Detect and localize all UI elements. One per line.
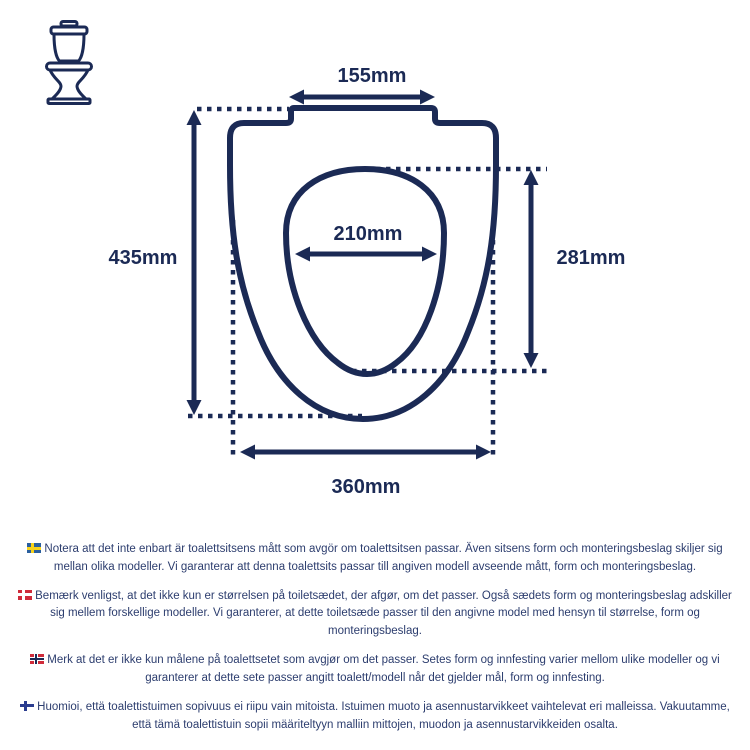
opening-height-label: 281mm [556,247,626,269]
note-danish-text: Bemærk venligst, at det ikke kun er størrelsen på toiletsædet, der afgør, om det passer. Også sædets form og monteringsbeslag adskiller sig mellem forskellige modeller. Vi garanterer, at dette toiletsæde passer til den angivne model med hensyn til størrelse, form og monteringsbeslag. [35,589,732,638]
denmark-flag-icon [18,590,32,600]
seat-opening-outline [286,169,444,374]
finland-flag-icon [20,701,34,711]
note-norwegian-text: Merk at det er ikke kun målene på toalettsetet som avgjør om det passer. Setes form og innfesting varier mellom ulike modeller og vi garanterer at dette sete passer angitt toalett/modell når det gjelder mål, form og innfesting. [47,654,720,684]
norway-flag-icon [30,654,44,664]
hinge-width-arrow [289,90,435,105]
inner-width-arrow [295,247,437,262]
fitment-notes [14,541,736,745]
note-swedish [14,541,736,577]
hinge-width-label: 155mm [337,65,407,87]
opening-height-arrow [524,170,539,368]
note-finnish-text: Huomioi, että toalettistuimen sopivuus ei riipu vain mitoista. Istuimen muoto ja asennustarvikkeet vaihtelevat eri malleissa. Vakuutamme, että tämä toalettistuin sopii määriteltyyn malliin mittojen, muodon ja asennustarvikkeiden osalta. [37,700,730,731]
seat-width-arrow [240,445,491,460]
note-danish [14,588,736,641]
seat-width-label: 360mm [331,476,401,498]
seat-height-arrow [187,110,202,415]
note-finnish [14,699,736,735]
seat-height-label: 435mm [108,247,178,269]
sweden-flag-icon [27,543,41,553]
note-swedish-text: Notera att det inte enbart är toalettsitsens mått som avgör om toalettsitsen passar. Även sitsens form och monteringsbeslag skiljer sig mellan olika modeller. Vi garanterar att denna toalettsits passar till angiven modell avseende mått, form och monteringsbeslag. [44,543,723,573]
inner-width-label: 210mm [333,223,403,245]
note-norwegian [14,652,736,688]
